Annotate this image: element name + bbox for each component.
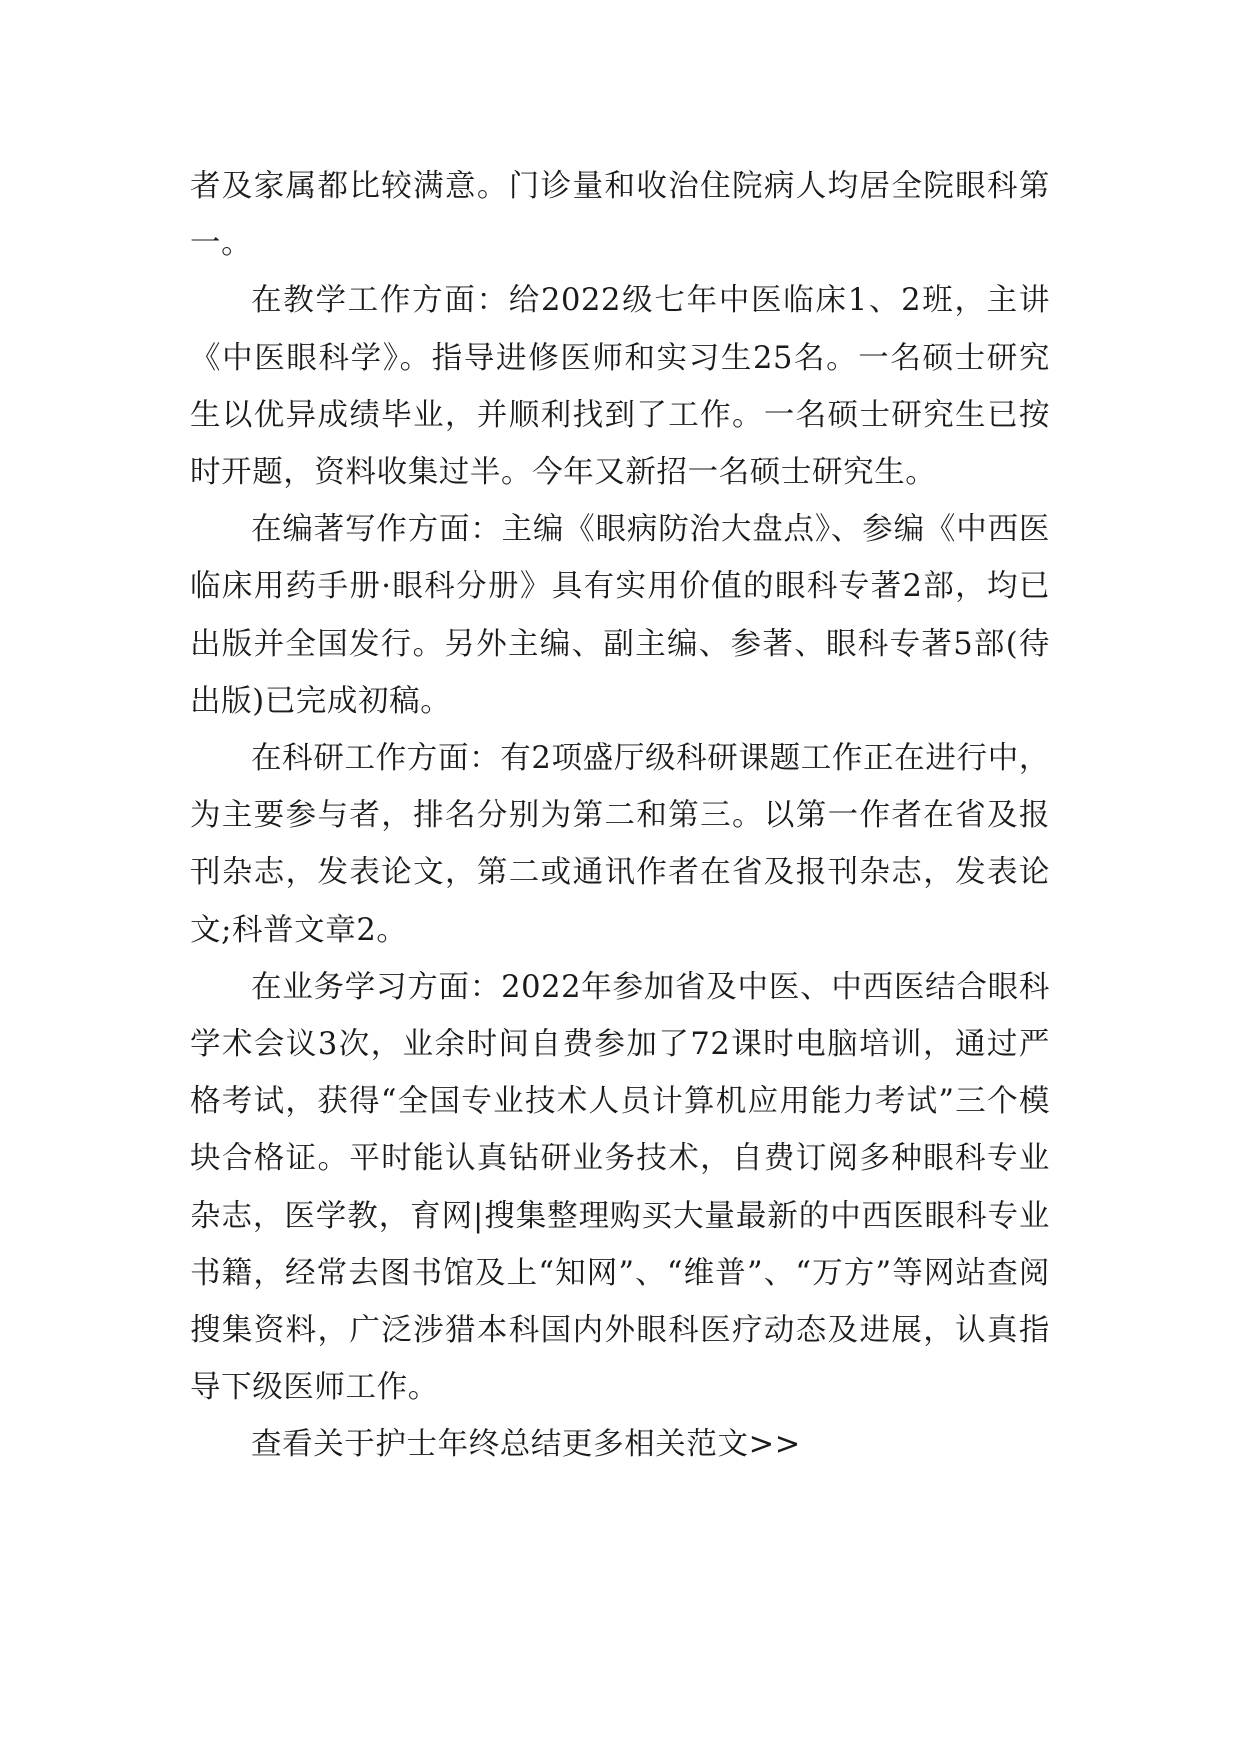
more-articles-link[interactable]: 查看关于护士年终总结更多相关范文>>: [251, 1427, 801, 1463]
paragraph-research: 在科研工作方面：有2项盛厅级科研课题工作正在进行中，为主要参与者，排名分别为第二和第三。以第一作者在省及报刊杂志，发表论文，第二或通讯作者在省及报刊杂志，发表论文;科普文章2。: [190, 741, 1050, 948]
document-body: [190, 158, 1050, 1474]
paragraph-writing: 在编著写作方面：主编《眼病防治大盘点》、参编《中西医临床用药手册·眼科分册》具有实用价值的眼科专著2部，均已出版并全国发行。另外主编、副主编、参著、眼科专著5部(待出版)已完成初稿。: [190, 512, 1050, 719]
paragraph-teaching: 在教学工作方面：给2022级七年中医临床1、2班，主讲《中医眼科学》。指导进修医师和实习生25名。一名硕士研究生以优异成绩毕业，并顺利找到了工作。一名硕士研究生已按时开题，资料收集过半。今年又新招一名硕士研究生。: [190, 283, 1050, 491]
paragraph-continuation: 者及家属都比较满意。门诊量和收治住院病人均居全院眼科第一。: [190, 169, 1050, 262]
paragraph-study: 在业务学习方面：2022年参加省及中医、中西医结合眼科学术会议3次，业余时间自费参加了72课时电脑培训，通过严格考试，获得“全国专业技术人员计算机应用能力考试”三个模块合格证。平时能认真钻研业务技术，自费订阅多种眼科专业杂志，医学教，育网|搜集整理购买大量最新的中西医眼科专业书籍，经常去图书馆及上“知网”、“维普”、“万方”等网站查阅搜集资料，广泛涉猎本科国内外眼科医疗动态及进展，认真指导下级医师工作。: [190, 969, 1050, 1406]
